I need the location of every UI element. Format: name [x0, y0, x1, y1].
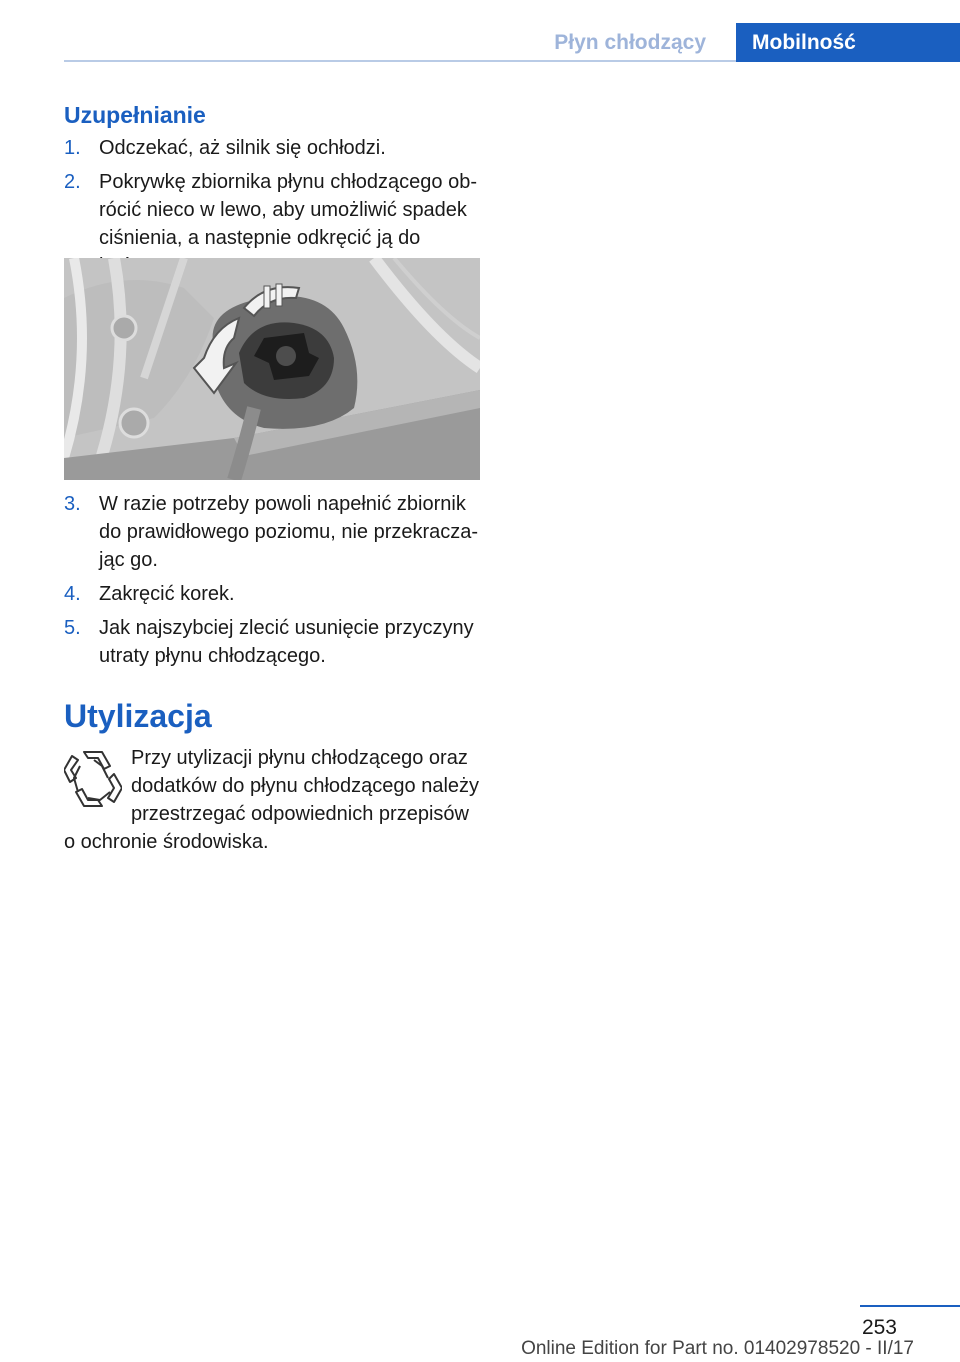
page-number: 253	[861, 1316, 897, 1339]
disposal-heading: Utylizacja	[64, 698, 212, 734]
list-item	[64, 580, 484, 608]
step-text: Jak najszybciej zlecić usunięcie przyczyny utraty płynu chłodzącego.	[99, 617, 474, 667]
step-text: Zakręcić korek.	[99, 583, 235, 605]
header-section-tab: Mobilność	[736, 23, 960, 62]
list-item	[64, 614, 484, 670]
step-text: Odczekać, aż silnik się ochłodzi.	[99, 137, 386, 159]
footer-rule	[860, 1305, 960, 1307]
coolant-cap-illustration	[64, 258, 480, 480]
step-text: Pokrywkę zbiornika płynu chłodzącego ob- rócić nieco w lewo, aby umożliwić spadek ciśnienia, a następnie odkręcić ją do	[99, 171, 477, 249]
step-number: 1.	[64, 137, 81, 159]
list-item	[64, 490, 484, 574]
header-chapter: Płyn chłodzący	[554, 31, 706, 54]
edition-note: Online Edition for Part no. 01402978520 - II/17	[521, 1338, 914, 1359]
step-text: W razie potrzeby powoli napełnić zbiornik do prawidłowego poziomu, nie przekracza- jąc go.	[99, 493, 479, 571]
coolant-cap-drawing	[64, 258, 480, 480]
step-number: 2.	[64, 171, 81, 193]
disposal-text-block	[64, 744, 484, 856]
disposal-text: Przy utylizacji płynu chłodzącego oraz dodatków do płynu chłodzącego należy przestrzegać odpowiednich przepisów o ochronie środowiska.	[64, 747, 480, 853]
refill-heading: Uzupełnianie	[64, 102, 206, 128]
step-number: 4.	[64, 583, 81, 605]
list-item	[64, 134, 484, 162]
step-number: 5.	[64, 617, 81, 639]
refill-steps-list-continued	[64, 490, 484, 676]
step-number: 3.	[64, 493, 81, 515]
